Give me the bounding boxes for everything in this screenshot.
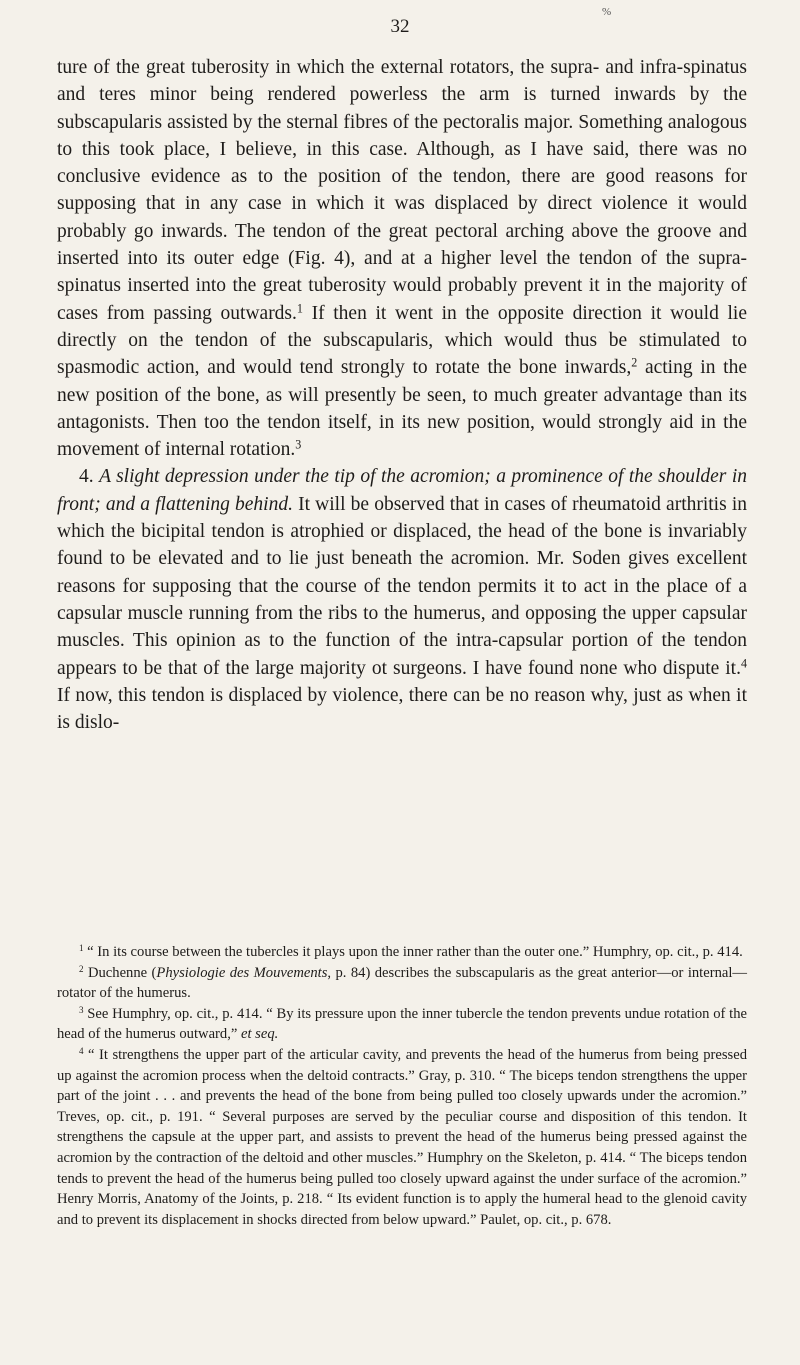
- text-run: If now, this tendon is displaced by violence, there can be no reason why, just as when it is dislo-: [57, 684, 747, 734]
- italic-text: et seq.: [240, 1026, 279, 1043]
- footnote-ref: 4: [79, 1046, 84, 1056]
- paragraph-1: [57, 54, 747, 463]
- text-run: , p. 84) describes the subscapularis as the great anterior—or internal—rotator of the humerus.: [57, 964, 747, 1002]
- footnote-ref: 1: [296, 301, 303, 316]
- text-run: “ It strengthens the upper part of the articular cavity, and prevents the head of the humerus from being pressed up against the acromion process when the deltoid contracts.” Gray, p. 310. “ The biceps tendon strengthens the upper part of the joint . . . and prevents the head of the bone from being pulled too closely upwards under the acromion.” Treves, op. cit., p. 191. “ Several purposes are served by the peculiar course and disposition of this tendon. It strengthens the capsule at the upper part, and assists to prevent the head of the humerus being pressed against the acromion by the contraction of the deltoid and other muscles.” Humphry on the Skeleton, p. 414. “ The biceps tendon tends to prevent the head of the humerus being pulled too closely upward against the under surface of the acromion.” Henry Morris, Anatomy of the Joints, p. 218. “ Its evident function is to apply the humeral head to the glenoid cavity and to prevent its displacement in shocks directed from below upward.” Paulet, op. cit., p. 678.: [57, 1046, 747, 1228]
- text-run: ture of the great tuberosity in which the external rotators, the supra- and infra-spinatus and teres minor being rendered powerless the arm is turned inwards by the subscapularis assisted by the sternal fibres of the pectoralis major. Something analogous to this took place, I believe, in this case. Although, as I have said, there was no conclusive evidence as to the position of the tendon, there are good reasons for supposing that in any case in which it was displaced by direct violence it would probably go inwards. The tendon of the great pectoral arching above the groove and inserted into its outer edge (Fig. 4), and at a higher level the tendon of the supra-spinatus inserted into the great tuberosity would probably prevent it in the majority of cases from passing outwards.: [57, 57, 747, 324]
- footnotes: [57, 942, 747, 1230]
- footnote-ref: 3: [79, 1004, 84, 1015]
- footnote-2: [57, 963, 747, 1004]
- italic-text: A slight depression under the tip of the acromion; a prominence of the shoulder in front; and a flattening behind.: [57, 466, 747, 515]
- footnote-ref: 1: [79, 943, 84, 954]
- text-run: If then it went in the opposite direction it would lie directly on the tendon of the subscapularis, which would thus be stimulated to spasmodic action, and would tend strongly to rotate the bone inwards,: [57, 302, 747, 379]
- italic-text: Physiologie des Mouvements: [156, 964, 328, 981]
- page-number: 32: [390, 16, 410, 37]
- footnote-3: [57, 1004, 747, 1045]
- text-run: It will be observed that in cases of rheumatoid arthritis in which the bicipital tendon is atrophied or displaced, the head of the bone is invariably found to be elevated and to lie just beneath the acromion. Mr. Soden gives excellent reasons for supposing that the course of the tendon permits it to act in the place of a capsular muscle running from the ribs to the humerus, and opposing the upper capsular muscles. This opinion as to the function of the intra-capsular portion of the tendon appears to be that of the large majority ot surgeons. I have found none who dispute it.: [57, 493, 748, 679]
- footnote-ref: 2: [631, 355, 638, 370]
- body-text: [57, 54, 747, 736]
- text-run: See Humphry, op. cit., p. 414. “ By its pressure upon the inner tubercle the tendon prevents undue rotation of the head of the humerus outward,”: [57, 1005, 747, 1043]
- footnote-ref: 3: [295, 437, 302, 452]
- footnote-1: [57, 942, 747, 963]
- text-run: Duchenne (: [83, 964, 157, 981]
- corner-mark: %: [602, 6, 612, 18]
- footnote-ref: 4: [740, 655, 747, 670]
- footnote-4: [57, 1045, 747, 1230]
- text-run: acting in the new position of the bone, as will presently be seen, to much greater advantage than its antagonists. Then too the tendon itself, in its new position, would strongly aid in the movement of internal rotation.: [57, 357, 748, 461]
- paragraph-2: [57, 463, 747, 736]
- text-run: “ In its course between the tubercles it plays upon the inner rather than the outer one.” Humphry, op. cit., p. 414.: [83, 944, 743, 960]
- footnote-ref: 2: [79, 963, 84, 974]
- text-run: 4.: [79, 466, 100, 488]
